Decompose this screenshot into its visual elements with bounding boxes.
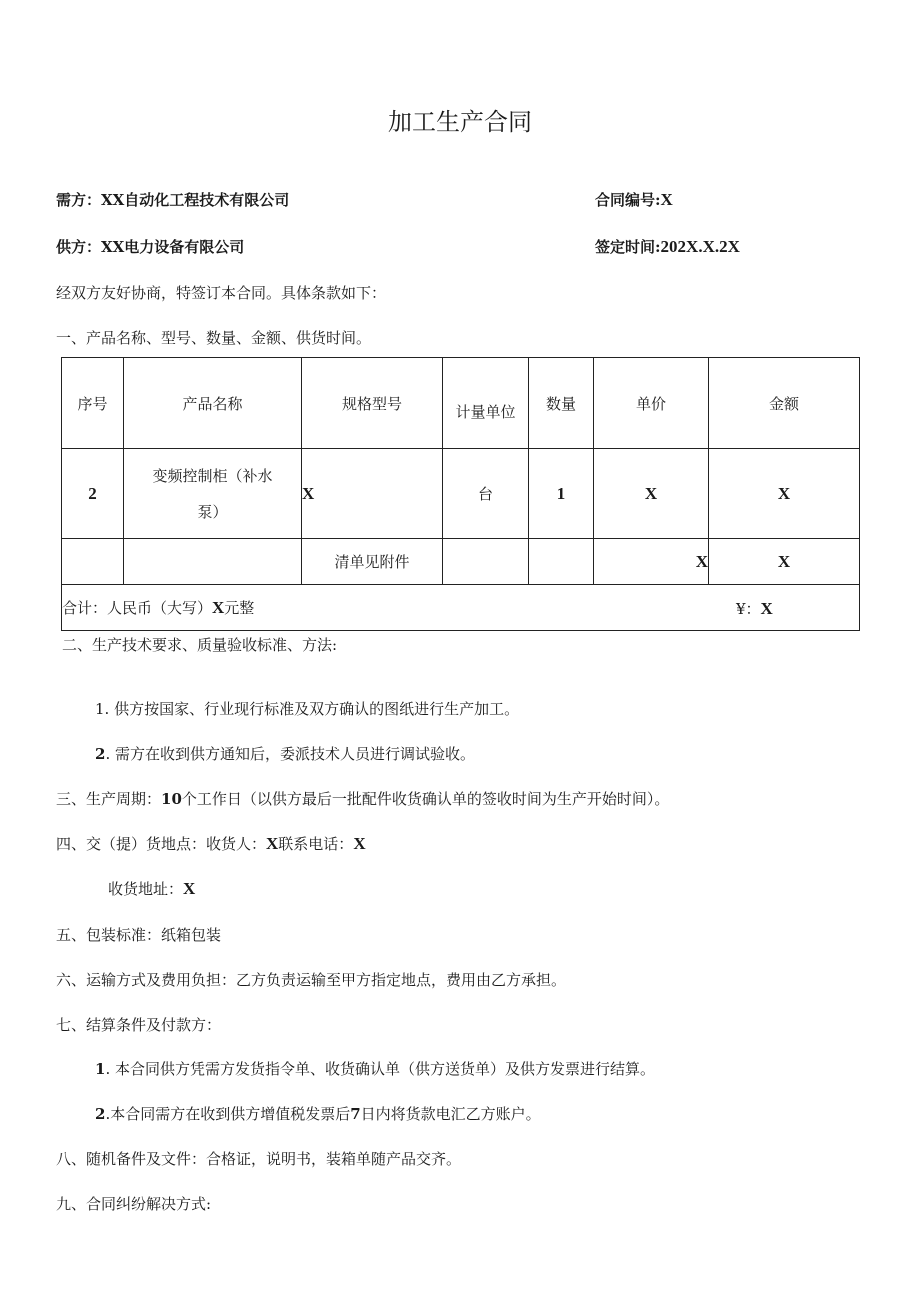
- section-7-heading: 七、结算条件及付款方：: [56, 1016, 222, 1034]
- cell-amount: X: [709, 449, 860, 539]
- items-table: [61, 357, 860, 631]
- sign-date-line: [595, 236, 740, 257]
- total-suffix: 元整: [224, 599, 255, 617]
- cell-no: 2: [62, 449, 124, 539]
- receiver-value: X: [266, 834, 279, 853]
- contract-no-label: 合同编号:: [595, 191, 661, 209]
- section-3-prefix: 三、生产周期：: [56, 790, 162, 808]
- section-4-prefix: 四、交（提）货地点：收货人：: [56, 835, 267, 853]
- header-cell: 金额: [709, 358, 860, 449]
- item-number: 2: [95, 1105, 106, 1123]
- table-row: [62, 449, 860, 539]
- buyer-label: 需方：: [56, 191, 102, 209]
- total-cell: [62, 585, 860, 631]
- table-row: [62, 539, 860, 585]
- buyer-name: XX自动化工程技术有限公司: [101, 191, 290, 209]
- total-yen-group: [736, 598, 773, 619]
- section-2-item-2: [95, 743, 475, 764]
- product-name-line2: 泵）: [197, 502, 228, 521]
- cell-spec: X: [302, 449, 443, 539]
- section-3: [56, 788, 669, 809]
- cell-product-name: [124, 449, 302, 539]
- document-title: 加工生产合同: [388, 108, 532, 136]
- cell-price: X: [594, 539, 709, 585]
- item-days: 7: [350, 1105, 361, 1123]
- supplier-label: 供方：: [56, 238, 102, 256]
- contract-no-line: [595, 189, 673, 210]
- header-cell: 序号: [62, 358, 124, 449]
- section-7-item-2: [95, 1103, 541, 1124]
- cell-spec-attachment: 清单见附件: [302, 539, 443, 585]
- item-text-a: .本合同需方在收到供方增值税发票后: [105, 1105, 351, 1123]
- address-line: [108, 878, 195, 899]
- section-9-heading: 九、合同纠纷解决方式:: [56, 1195, 212, 1213]
- section-2-item-1: 1. 供方按国家、行业现行标准及双方确认的图纸进行生产加工。: [95, 700, 520, 718]
- item-number: 2: [95, 745, 106, 763]
- section-7-item-1: [95, 1058, 655, 1079]
- section-6: 六、运输方式及费用负担：乙方负责运输至甲方指定地点，费用由乙方承担。: [56, 971, 567, 989]
- section-3-days: 10: [161, 790, 182, 808]
- sign-date-value: 202X.X.2X: [660, 237, 740, 256]
- section-2-heading: 二、生产技术要求、质量验收标准、方法:: [62, 636, 338, 654]
- total-yen-label: ¥：: [736, 600, 761, 618]
- header-cell: 计量单位: [443, 358, 529, 449]
- table-total-row: [62, 585, 860, 631]
- contract-no-value: X: [660, 190, 673, 209]
- cell-qty: 1: [529, 449, 594, 539]
- intro-text: 经双方友好协商，特签订本合同。具体条款如下：: [56, 284, 387, 302]
- item-number: 1: [95, 1060, 106, 1078]
- total-amount: X: [760, 599, 773, 618]
- header-cell: 产品名称: [124, 358, 302, 449]
- cell-empty: [62, 539, 124, 585]
- cell-empty: [529, 539, 594, 585]
- cell-unit: 台: [443, 449, 529, 539]
- header-cell: 数量: [529, 358, 594, 449]
- sign-date-label: 签定时间:: [595, 238, 661, 256]
- address-label: 收货地址：: [108, 880, 184, 898]
- header-cell: 规格型号: [302, 358, 443, 449]
- address-value: X: [183, 879, 196, 898]
- cell-empty: [124, 539, 302, 585]
- cell-amount: X: [709, 539, 860, 585]
- table-header-row: [62, 358, 860, 449]
- header-cell: 单价: [594, 358, 709, 449]
- phone-label: 联系电话：: [278, 835, 354, 853]
- cell-empty: [443, 539, 529, 585]
- section-4: [56, 833, 366, 854]
- section-5: 五、包装标准：纸箱包装: [56, 926, 222, 944]
- phone-value: X: [353, 834, 366, 853]
- buyer-line: [56, 189, 289, 210]
- product-name-line1: 变频控制柜（补水: [152, 466, 273, 485]
- supplier-line: [56, 236, 244, 257]
- section-1-heading: 一、产品名称、型号、数量、金额、供货时间。: [56, 329, 372, 347]
- item-text-b: 日内将货款电汇乙方账户。: [360, 1105, 541, 1123]
- cell-price: X: [594, 449, 709, 539]
- item-text: . 需方在收到供方通知后，委派技术人员进行调试验收。: [105, 745, 475, 763]
- total-label: 合计：人民币（大写）: [62, 599, 213, 617]
- total-uppercase-amount: X: [212, 598, 225, 617]
- section-3-text: 个工作日（以供方最后一批配件收货确认单的签收时间为生产开始时间）。: [181, 790, 670, 808]
- supplier-name: XX电力设备有限公司: [101, 238, 245, 256]
- item-text: . 本合同供方凭需方发货指令单、收货确认单（供方送货单）及供方发票进行结算。: [105, 1060, 655, 1078]
- section-8: 八、随机备件及文件：合格证，说明书，装箱单随产品交齐。: [56, 1150, 462, 1168]
